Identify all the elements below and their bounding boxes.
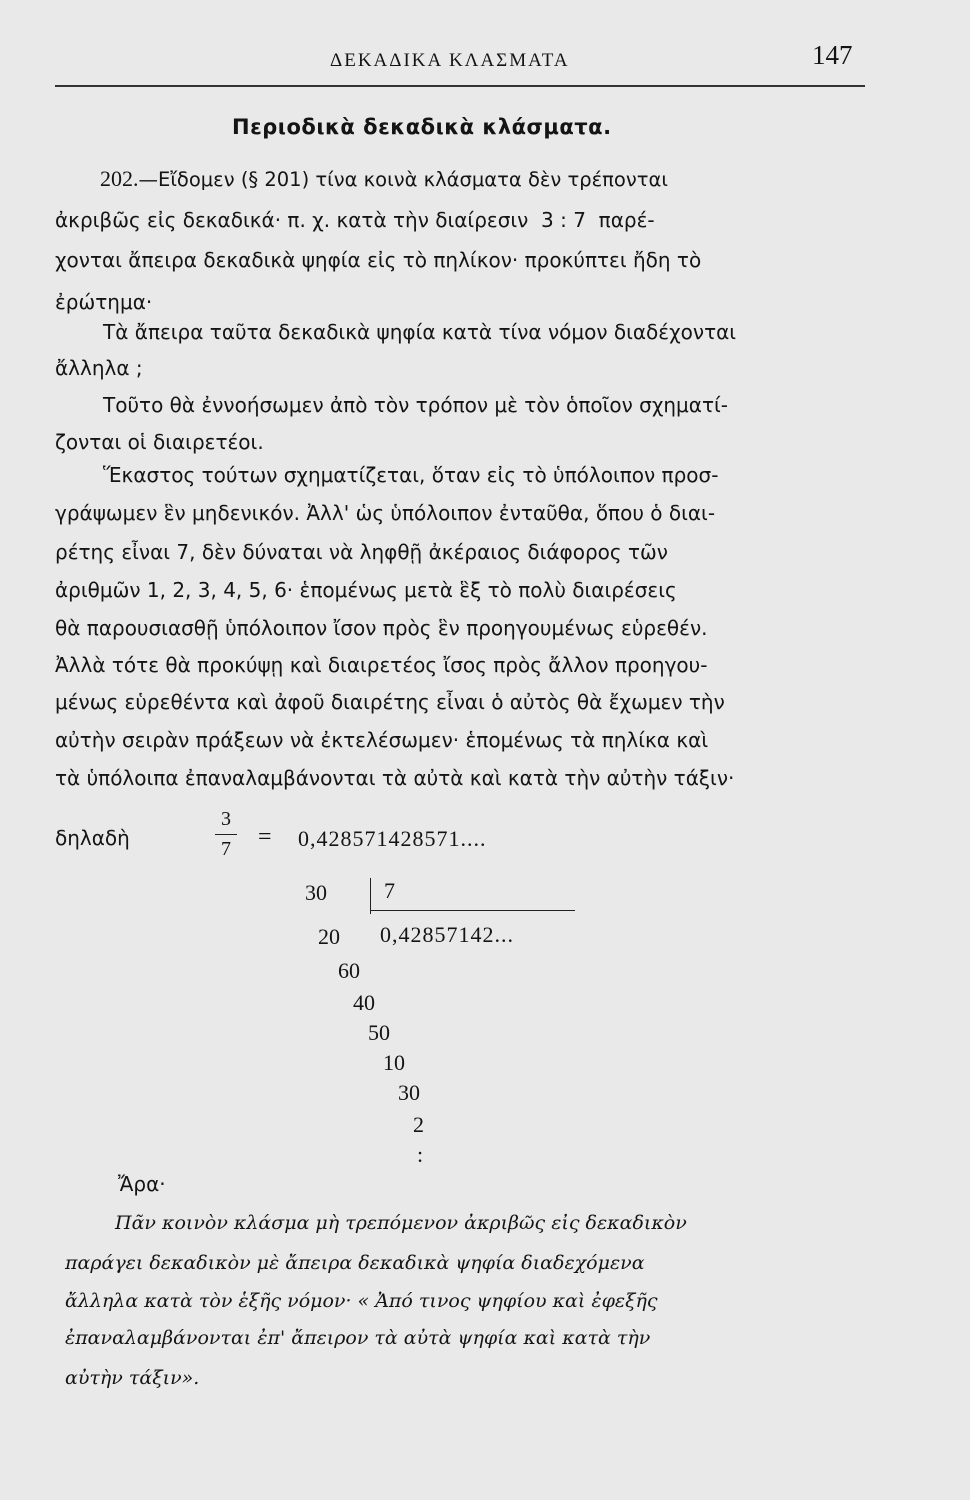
running-header-title: ΔΕΚΑΔΙΚΑ ΚΛΑΣΜΑΤΑ — [330, 50, 570, 71]
formula-word: δηλαδὴ — [55, 826, 130, 850]
conclusion-line-1: Πᾶν κοινὸν κλάσμα μὴ τρεπόμενον ἀκριβῶς εἰς δεκαδικὸν — [115, 1212, 687, 1234]
conclusion-line-2: παράγει δεκαδικὸν μὲ ἄπειρα δεκαδικὰ ψηφία διαδεχόμενα — [65, 1252, 645, 1274]
body-line-6: ἄλληλα ; — [55, 356, 143, 380]
conclusion-line-5: αὐτὴν τάξιν». — [65, 1367, 200, 1389]
body-line-3: χονται ἄπειρα δεκαδικὰ ψηφία εἰς τὸ πηλίκον· προκύπτει ἤδη τὸ — [55, 248, 702, 272]
ara-label: Ἄρα· — [118, 1172, 166, 1196]
equals-sign: = — [258, 824, 272, 850]
body-line-13: θὰ παρουσιασθῇ ὑπόλοιπον ἴσον πρὸς ἓν προηγουμένως εὑρεθέν. — [55, 616, 708, 640]
fraction-formula — [55, 808, 655, 868]
conclusion-line-4: ἐπαναλαμβάνονται ἐπ' ἄπειρον τὰ αὐτὰ ψηφία καὶ κατὰ τὴν — [65, 1327, 651, 1349]
body-line-7: Τοῦτο θὰ ἐννοήσωμεν ἀπὸ τὸν τρόπον μὲ τὸν ὁποῖον σχηματί- — [103, 393, 728, 417]
paragraph-number: 202. — [100, 166, 139, 191]
section-title: Περιοδικὰ δεκαδικὰ κλάσματα. — [232, 115, 612, 139]
division-remainder: 50 — [368, 1020, 390, 1045]
body-line-15: μένως εὑρεθέντα καὶ ἀφοῦ διαιρέτης εἶναι ὁ αὐτὸς θὰ ἔχωμεν τὴν — [55, 690, 725, 714]
division-quotient: 0,42857142... — [380, 922, 514, 947]
division-remainder: 20 — [318, 924, 340, 949]
division-remainder: 30 — [398, 1080, 420, 1105]
body-line-17: τὰ ὑπόλοιπα ἐπαναλαμβάνονται τὰ αὐτὰ καὶ κατὰ τὴν αὐτὴν τάξιν· — [55, 766, 735, 790]
fraction-bar — [215, 834, 237, 835]
division-divisor: 7 — [384, 878, 395, 903]
division-continuation: : — [417, 1142, 424, 1167]
division-remainder: 10 — [383, 1050, 405, 1075]
conclusion-line-3: ἄλληλα κατὰ τὸν ἑξῆς νόμον· « Ἀπό τινος ψηφίου καὶ ἐφεξῆς — [65, 1290, 658, 1312]
body-line-1 — [100, 168, 668, 190]
fraction — [215, 808, 237, 861]
division-horizontal-line — [370, 910, 575, 911]
body-line-1-text: —Εἴδομεν (§ 201) τίνα κοινὰ κλάσματα δὲν τρέπονται — [138, 168, 668, 191]
body-line-12: ἀριθμῶν 1, 2, 3, 4, 5, 6· ἑπομένως μετὰ ἓξ τὸ πολὺ διαιρέσεις — [55, 578, 677, 602]
body-line-2: ἀκριβῶς εἰς δεκαδικά· π. χ. κατὰ τὴν διαίρεσιν 3 : 7 παρέ- — [55, 208, 655, 232]
page-number: 147 — [812, 40, 853, 70]
division-dividend: 30 — [305, 880, 327, 905]
fraction-numerator: 3 — [221, 808, 231, 830]
decimal-expansion: 0,428571428571.... — [298, 826, 487, 851]
body-line-11: ρέτης εἶναι 7, δὲν δύναται νὰ ληφθῇ ἀκέραιος διάφορος τῶν — [55, 540, 668, 564]
header-rule — [55, 85, 865, 87]
division-remainder: 2 — [413, 1112, 424, 1137]
body-line-10: γράψωμεν ἓν μηδενικόν. Ἀλλ' ὡς ὑπόλοιπον ἐνταῦθα, ὅπου ὁ διαι- — [55, 501, 716, 525]
body-line-4: ἐρώτημα· — [55, 290, 153, 314]
body-line-16: αὐτὴν σειρὰν πράξεων νὰ ἐκτελέσωμεν· ἑπομένως τὰ πηλίκα καὶ — [55, 728, 709, 752]
fraction-denominator: 7 — [221, 838, 231, 860]
body-line-14: Ἀλλὰ τότε θὰ προκύψῃ καὶ διαιρετέος ἴσος πρὸς ἄλλον προηγου- — [55, 653, 708, 677]
division-vertical-line — [370, 878, 371, 914]
body-line-9: Ἕκαστος τούτων σχηματίζεται, ὅταν εἰς τὸ ὑπόλοιπον προσ- — [103, 463, 719, 487]
division-remainder: 60 — [338, 958, 360, 983]
division-remainder: 40 — [353, 990, 375, 1015]
body-line-8: ζονται οἱ διαιρετέοι. — [55, 430, 264, 454]
body-line-5: Τὰ ἄπειρα ταῦτα δεκαδικὰ ψηφία κατὰ τίνα νόμον διαδέχονται — [103, 320, 737, 344]
